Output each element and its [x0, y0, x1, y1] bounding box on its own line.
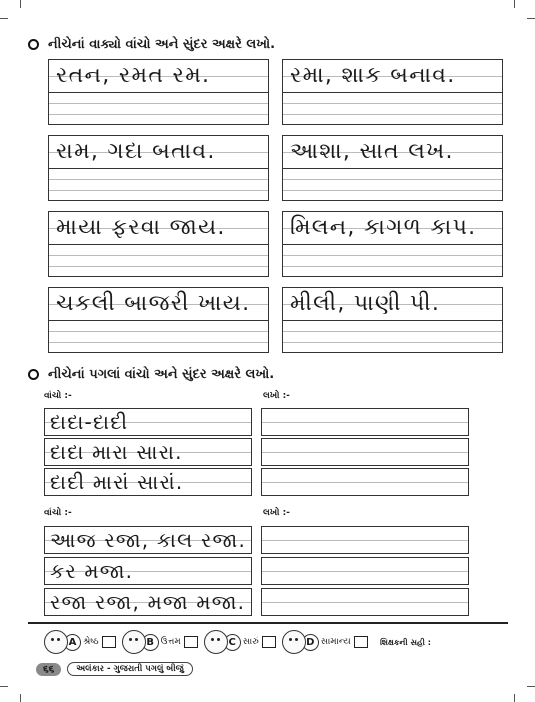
write-label: લખો :-	[263, 508, 290, 518]
writing-box[interactable]	[48, 287, 269, 353]
crop-mark	[514, 0, 515, 8]
writing-line[interactable]	[261, 468, 469, 496]
grade-checkbox[interactable]	[354, 636, 368, 648]
crop-mark	[20, 694, 21, 702]
reading-text: દાદા-દાદી	[50, 410, 129, 434]
crop-mark	[527, 686, 535, 687]
writing-box[interactable]	[282, 59, 503, 125]
reading-line	[44, 468, 252, 496]
writing-box[interactable]	[48, 59, 269, 125]
writing-box[interactable]	[282, 135, 503, 201]
grade-b	[122, 630, 198, 654]
smiley-icon	[122, 630, 146, 654]
reading-text: દાદા મારા સારા.	[50, 440, 183, 464]
reading-line	[44, 438, 252, 466]
sentence-text: રામ, ગદા બતાવ.	[56, 139, 216, 164]
crop-mark	[0, 686, 8, 687]
section1-heading-text: નીચેનાં વાક્યો વાંચો અને સુંદર અક્ષરે લખો.	[48, 37, 276, 52]
grade-letter: A	[64, 634, 81, 651]
reading-line	[44, 557, 252, 585]
grade-label: શ્રેષ્ઠ	[83, 637, 99, 647]
teacher-signature-label: શિક્ષકની સહી :	[380, 638, 431, 647]
sentence-text: મિલન, કાગળ કાપ.	[290, 215, 477, 240]
crop-mark	[20, 0, 21, 8]
sentence-text: રતન, રમત રમ.	[56, 63, 211, 88]
section1-heading	[28, 37, 275, 52]
writing-line[interactable]	[261, 526, 469, 554]
sentence-text: મીલી, પાણી પી.	[290, 291, 441, 316]
reading-text: રજા રજા, મજા મજા.	[50, 590, 246, 614]
reading-line	[44, 588, 252, 616]
grade-d	[282, 630, 368, 654]
grade-label: ઉત્તમ	[160, 637, 181, 647]
page-number: ૬૬	[36, 663, 61, 676]
reading-line	[44, 408, 252, 436]
read-label: વાંચો :-	[44, 508, 72, 518]
grade-c	[204, 630, 276, 654]
read-label: વાંચો :-	[44, 391, 72, 401]
writing-line[interactable]	[261, 588, 469, 616]
section2-heading-text: નીચેનાં પગલાં વાંચો અને સુંદર અક્ષરે લખો.	[48, 367, 275, 382]
sentence-text: આશા, સાત લખ.	[290, 139, 454, 164]
grade-label: સામાન્ય	[320, 637, 351, 647]
grade-checkbox[interactable]	[262, 636, 276, 648]
bullet-icon	[28, 369, 39, 380]
grade-letter: C	[224, 634, 241, 651]
writing-box[interactable]	[282, 287, 503, 353]
write-label: લખો :-	[263, 391, 290, 401]
sentence-text: માયા ફરવા જાય.	[56, 215, 226, 240]
grade-label: સારું	[242, 637, 259, 647]
crop-mark	[0, 18, 8, 19]
grade-letter: B	[142, 634, 159, 651]
sentence-text: રમા, શાક બનાવ.	[290, 63, 456, 88]
bullet-icon	[28, 39, 39, 50]
grade-letter: D	[302, 634, 319, 651]
smiley-icon	[282, 630, 306, 654]
reading-text: કર મજા.	[50, 559, 134, 583]
smiley-icon	[204, 630, 228, 654]
grade-checkbox[interactable]	[184, 636, 198, 648]
reading-line	[44, 526, 252, 554]
section2-heading	[28, 367, 274, 382]
writing-box[interactable]	[282, 211, 503, 277]
writing-line[interactable]	[261, 408, 469, 436]
writing-line[interactable]	[261, 438, 469, 466]
reading-text: દાદી મારાં સારાં.	[50, 470, 184, 494]
writing-line[interactable]	[261, 557, 469, 585]
writing-box[interactable]	[48, 135, 269, 201]
grade-a	[44, 630, 116, 654]
smiley-icon	[44, 630, 68, 654]
footer	[36, 662, 193, 676]
writing-box[interactable]	[48, 211, 269, 277]
grade-row	[44, 630, 368, 654]
sentence-text: ચકલી બાજરી ખાય.	[56, 291, 251, 316]
crop-mark	[514, 694, 515, 702]
crop-mark	[527, 18, 535, 19]
grade-checkbox[interactable]	[102, 636, 116, 648]
reading-text: આજ રજા, કાલ રજા.	[50, 528, 247, 552]
divider	[28, 622, 508, 624]
book-title: અલંકાર - ગુજરાતી પગલું બીજું	[67, 662, 192, 676]
